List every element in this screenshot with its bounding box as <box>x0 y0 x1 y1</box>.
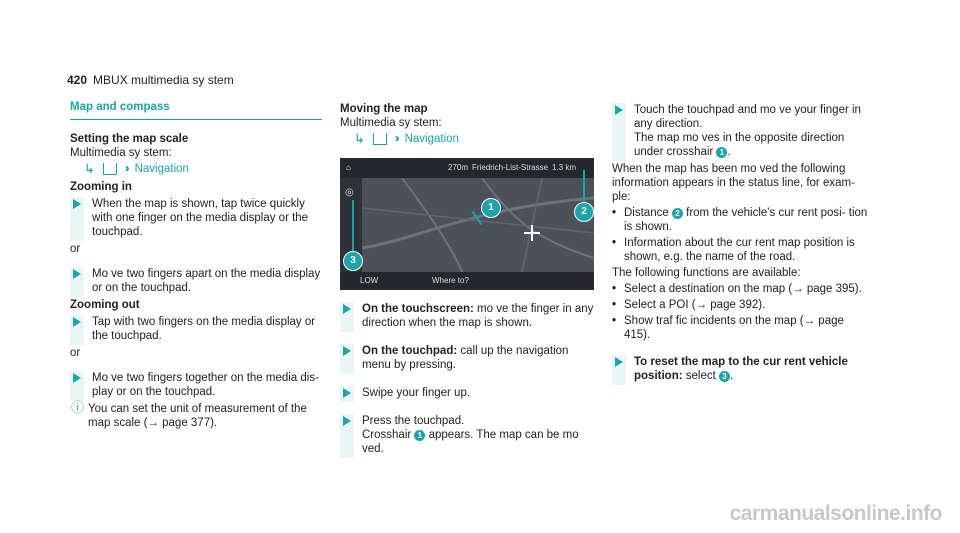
step-arrow-icon <box>73 199 81 209</box>
note-text: You can set the unit of measurement of the map scale (→ page 377). <box>88 403 307 429</box>
step: To reset the map to the cur rent vehicle position: select 3 . <box>612 355 872 383</box>
step-text: Tap with two fingers on the media display or the touchpad. <box>92 316 316 342</box>
step-arrow-icon <box>343 416 351 426</box>
map-bottom-bar <box>340 272 594 290</box>
map-roads <box>362 178 594 272</box>
number-badge: 3 <box>719 371 730 382</box>
map-status-bar <box>340 158 594 178</box>
nav-path-label: Navigation <box>404 133 459 145</box>
map-area <box>362 178 594 272</box>
subheading-zooming-in: Zooming in <box>70 181 132 193</box>
callout-3: 3 <box>343 251 363 271</box>
chevron-right-icon: ›› <box>124 163 127 175</box>
paragraph: The following functions are available: <box>612 267 801 279</box>
multimedia-label: Multimedia sy stem: <box>340 117 442 129</box>
step <box>340 302 598 330</box>
nav-path <box>84 160 322 178</box>
or-text: or <box>70 243 81 255</box>
step-text: appears. The map can be mo ved. <box>362 429 579 455</box>
bullet-item: • Select a destination on the map (→ page 395). <box>612 283 862 295</box>
callout-2: 2 <box>574 202 594 222</box>
bullet-item: • Distance 2 from the vehicle's cur rent posi- tion is shown. <box>612 207 868 233</box>
nav-path-label: Navigation <box>134 163 189 175</box>
note <box>70 402 322 430</box>
step <box>340 386 598 400</box>
step-text: Mo ve two fingers apart on the media display or on the touchpad. <box>92 268 321 294</box>
watermark: carmanualsonline.info <box>729 502 942 525</box>
step <box>70 267 322 295</box>
step-arrow-icon <box>343 388 351 398</box>
step-arrow-icon <box>73 373 81 383</box>
step-text: Mo ve two fingers together on the media dis- play or on the touchpad. <box>92 372 319 398</box>
paragraph: When the map has been mo ved the following information appears in the status line, for exam- ple: <box>612 163 855 203</box>
callout-1: 1 <box>481 198 501 218</box>
step-text: call up the navigation menu by pressing. <box>362 345 569 371</box>
step: Touch the touchpad and mo ve your finger in any direction. The map mo ves in the opposite direction under crosshair 1 . <box>612 103 872 159</box>
step <box>340 414 598 456</box>
step-text: mo ve the finger in any direction when the map is shown. <box>362 303 594 329</box>
column-3 <box>612 100 872 386</box>
step <box>70 315 322 343</box>
number-badge: 1 <box>716 147 727 158</box>
step-arrow-icon <box>343 304 351 314</box>
scale-readout: 1.3 km <box>552 163 577 172</box>
step <box>70 197 322 239</box>
home-icon: ⌂ <box>346 163 351 172</box>
bullet-item: • Information about the cur rent map position is shown, e.g. the name of the road. <box>612 237 855 263</box>
home-icon <box>373 133 387 145</box>
step <box>70 371 322 399</box>
subheading-setting-scale: Setting the map scale <box>70 133 189 145</box>
low-label: LOW <box>360 276 379 285</box>
path-arrow-icon: ↳ <box>84 161 95 176</box>
subheading-moving: Moving the map <box>340 103 428 115</box>
step-arrow-icon <box>615 105 623 115</box>
bullet-item: • Select a POI (→ page 392). <box>612 299 766 311</box>
step-text: Touch the touchpad and mo ve your finger in any direction. <box>634 104 861 130</box>
section-title: Map and compass <box>70 100 322 120</box>
bullet-item: • Show traf fic incidents on the map (→ page 415). <box>612 315 844 341</box>
step-bold: On the touchpad: <box>362 345 458 357</box>
street-readout: Friedrich-List-Strasse <box>472 163 549 172</box>
step-text: Swipe your finger up. <box>362 387 471 399</box>
step-arrow-icon <box>343 346 351 356</box>
column-1 <box>70 100 322 430</box>
step <box>340 344 598 372</box>
info-icon: ⓘ <box>71 400 85 415</box>
step-arrow-icon <box>73 269 81 279</box>
number-badge: 1 <box>414 430 425 441</box>
step-arrow-icon <box>615 357 623 367</box>
step-text: Press the touchpad. <box>362 415 465 427</box>
step-bold: On the touchscreen: <box>362 303 474 315</box>
page-header <box>67 73 234 87</box>
chevron-right-icon: ›› <box>394 133 397 145</box>
where-to-button[interactable]: Where to? <box>432 276 469 285</box>
multimedia-label: Multimedia sy stem: <box>70 147 172 159</box>
step-arrow-icon <box>73 317 81 327</box>
or-text: or <box>70 347 81 359</box>
step-text: The map mo ves in the opposite direction under crosshair <box>634 132 845 158</box>
subheading-zooming-out: Zooming out <box>70 299 140 311</box>
path-arrow-icon: ↳ <box>354 131 365 146</box>
number-badge: 2 <box>672 208 683 219</box>
distance-readout: 270m <box>448 163 469 172</box>
column-2 <box>340 102 598 459</box>
step-text: Crosshair <box>362 429 415 441</box>
step-text: When the map is shown, tap twice quickly with one finger on the media display or the touchpad. <box>92 198 309 238</box>
home-icon <box>103 163 117 175</box>
nav-path <box>354 130 598 148</box>
page-header-title: MBUX multimedia sy stem <box>93 73 234 87</box>
position-reset-icon[interactable]: ◎ <box>345 187 354 198</box>
crosshair-icon <box>524 225 540 241</box>
page-number: 420 <box>67 73 88 87</box>
map-screenshot <box>340 158 594 290</box>
